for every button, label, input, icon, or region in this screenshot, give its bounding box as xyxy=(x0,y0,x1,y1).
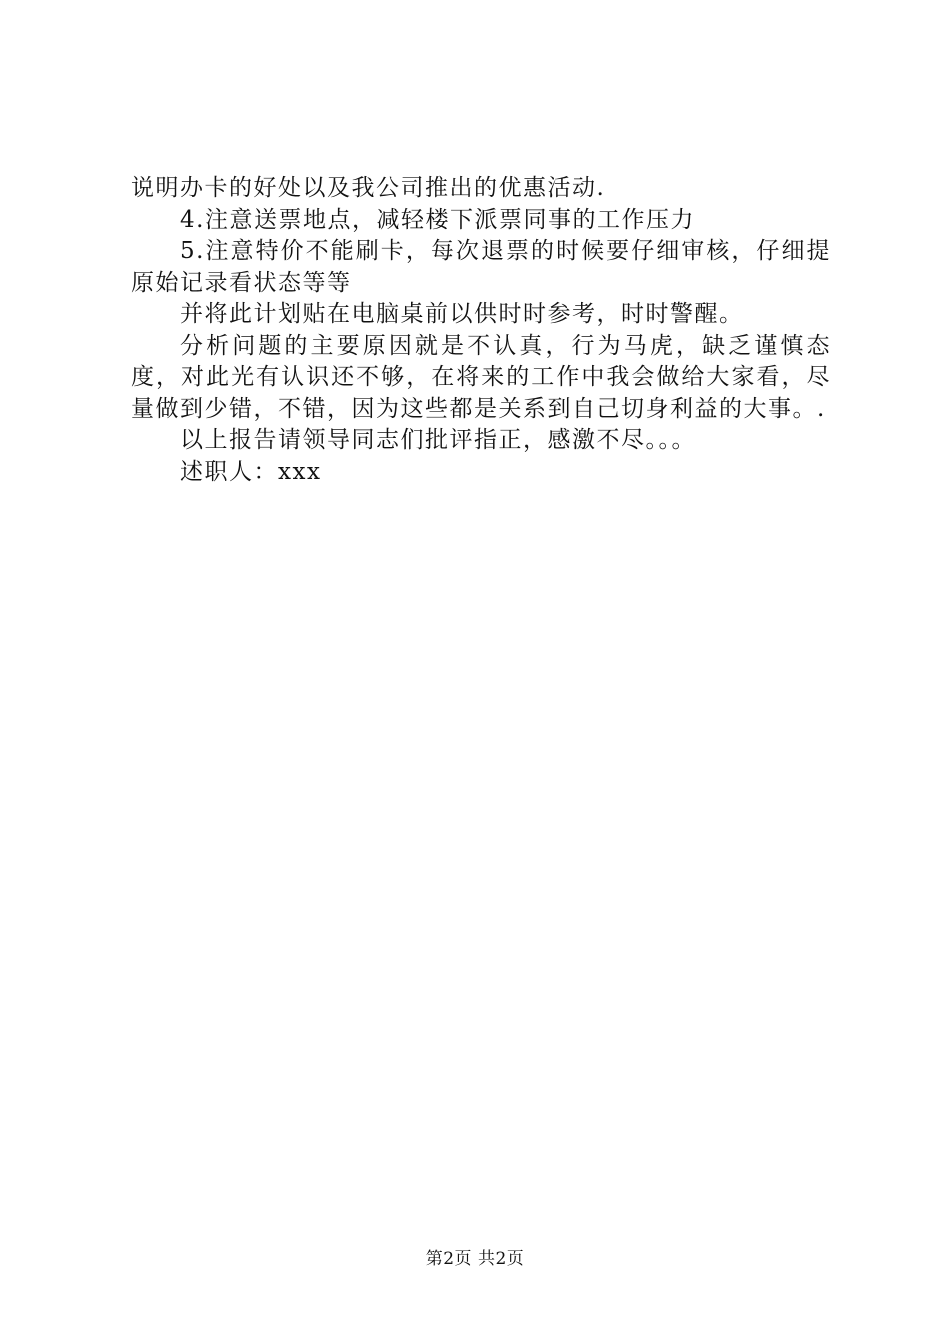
document-body xyxy=(131,173,831,488)
page-footer-indicator: 第2页 共2页 xyxy=(425,1249,525,1269)
paragraph-item-5: 5.注意特价不能刷卡，每次退票的时候要仔细审核，仔细提原始记录看状态等等 xyxy=(131,238,831,296)
paragraph-intro-continuation: 说明办卡的好处以及我公司推出的优惠活动. xyxy=(131,175,606,201)
paragraph-closing: 以上报告请领导同志们批评指正，感激不尽。。。 xyxy=(180,427,696,453)
paragraph-item-4: 4.注意送票地点，减轻楼下派票同事的工作压力 xyxy=(180,206,695,233)
paragraph-signature: 述职人：xxx xyxy=(180,458,322,485)
paragraph-analysis: 分析问题的主要原因就是不认真，行为马虎，缺乏谨慎态度，对此光有认识还不够，在将来的工作中我会做给大家看，尽量做到少错，不错，因为这些都是关系到自己切身利益的大事。. xyxy=(131,332,831,422)
paragraph-plan-note: 并将此计划贴在电脑桌前以供时时参考，时时警醒。 xyxy=(180,301,744,327)
